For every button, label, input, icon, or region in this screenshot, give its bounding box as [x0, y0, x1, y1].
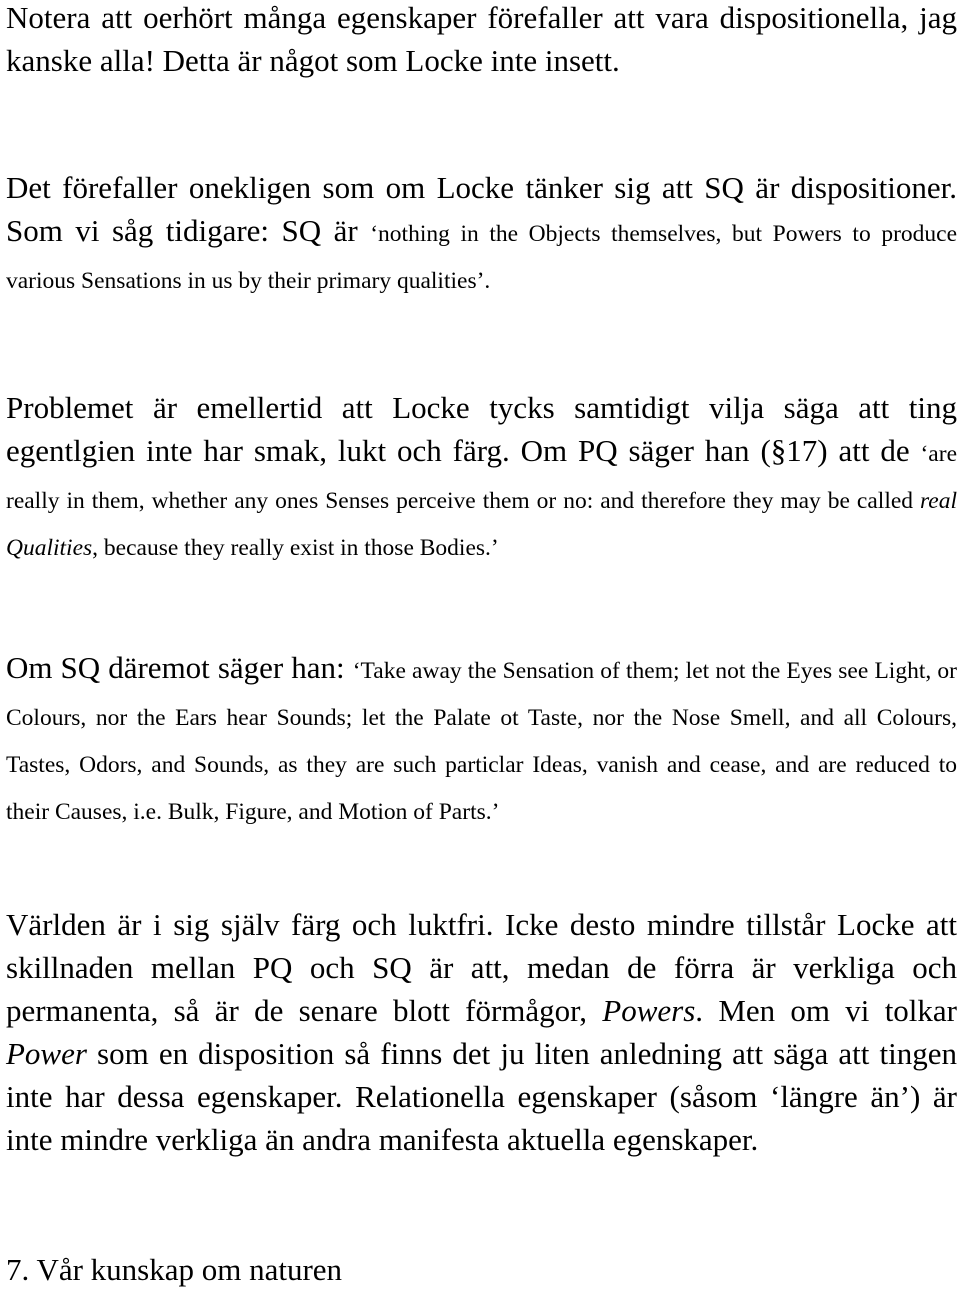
- paragraph-text-part-1: Världen är i sig själv färg och luktfri. Icke desto mindre tillstår Locke att skillnaden mellan PQ och SQ är att, medan de förra är verkliga och permanenta, så är de senare blott förmågor,: [6, 907, 957, 1028]
- paragraph-world-colourless: [6, 903, 957, 1161]
- paragraph-text-part-3: som en disposition så finns det ju liten anledning att säga att tingen inte har dessa egenskaper. Relationella egenskaper (såsom ‘längre än’) är inte mindre verkliga än andra manifesta aktuella egenskaper.: [6, 1036, 957, 1157]
- paragraph-pq-real-qualities: [6, 386, 957, 570]
- paragraph-lead-text: Det förefaller onekligen som om Locke tänker sig att SQ är dispositioner. Som vi såg tidigare: SQ är: [6, 170, 957, 248]
- paragraph-dispositional-properties: [6, 0, 957, 82]
- paragraph-lead-text: Problemet är emellertid att Locke tycks samtidigt vilja säga att ting egentlgien inte har smak, lukt och färg. Om PQ säger han (§17) att de: [6, 390, 957, 468]
- paragraph-sq-dispositions: [6, 166, 957, 303]
- paragraph-text-part-2: . Men om vi tolkar: [695, 993, 958, 1028]
- paragraph-text: Notera att oerhört många egenskaper förefaller att vara dispositionella, jag kanske alla! Detta är något som Locke inte insett.: [6, 0, 957, 78]
- locke-quote-part-b: , because they really exist in those Bodies.’: [92, 535, 499, 561]
- paragraph-lead-text: Om SQ däremot säger han:: [6, 650, 353, 685]
- locke-quote: ‘Take away the Sensation of them; let not the Eyes see Light, or Colours, nor the Ears hear Sounds; let the Palate ot Taste, nor the Nose Smell, and all Colours, Tastes, Odors, and Sounds, as they are such particlar Ideas, vanish and cease, and are reduced to their Causes, i.e. Bulk, Figure, and Motion of Parts.’: [6, 658, 957, 825]
- emphasis-powers: Powers: [602, 993, 696, 1028]
- emphasis-power: Power: [6, 1036, 87, 1071]
- locke-quote-emphasis: real Qualities: [6, 488, 957, 561]
- locke-quote: ‘nothing in the Objects themselves, but Powers to produce various Sensations in us by their primary qualities’.: [6, 221, 957, 294]
- paragraph-sq-sensation: [6, 646, 957, 834]
- section-heading: 7. Vår kunskap om naturen: [6, 1252, 343, 1287]
- locke-quote-part-a: ‘are really in them, whether any ones Senses perceive them or no: and therefore they may be called: [6, 441, 957, 514]
